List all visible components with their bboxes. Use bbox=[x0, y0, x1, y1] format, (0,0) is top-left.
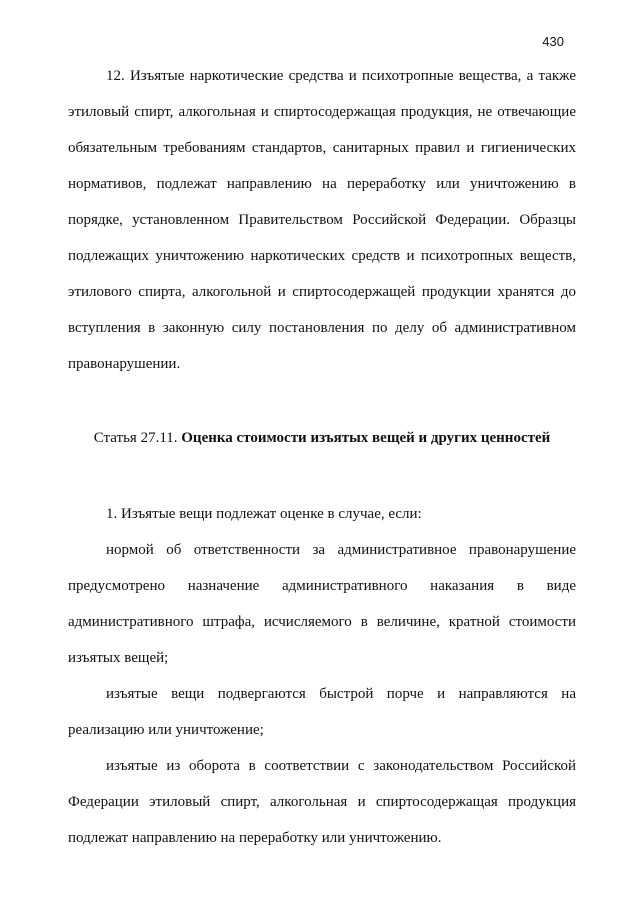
paragraph-1: 1. Изъятые вещи подлежат оценке в случае, если: bbox=[106, 506, 422, 522]
paragraph-12: 12. Изъятые наркотические средства и психотропные вещества, а также этиловый спирт, алкогольная и спиртосодержащая продукция, не отвечающие обязательным требованиям стандартов, санитарных правил и гигиенических нормативов, подлежат направлению на переработку или уничтожению в порядке, установленном Правительством Российской Федерации. Образцы подлежащих уничтожению наркотических средств и психотропных веществ, этилового спирта, алкогольной и спиртосодержащей продукции хранятся до вступления в законную силу постановления по делу об административном правонарушении. bbox=[68, 68, 576, 372]
article-heading bbox=[68, 426, 576, 450]
list-item-alcohol: изъятые из оборота в соответствии с законодательством Российской Федерации этиловый спирт, алкогольная и спиртосодержащая продукция подлежат направлению на переработку или уничтожению. bbox=[68, 758, 576, 846]
list-item-fine: нормой об ответственности за административное правонарушение предусмотрено назначение административного наказания в виде административного штрафа, исчисляемого в величине, кратной стоимости изъятых вещей; bbox=[68, 542, 576, 666]
page-number: 430 bbox=[542, 34, 564, 49]
article-title: Оценка стоимости изъятых вещей и других ценностей bbox=[181, 430, 551, 446]
document-body bbox=[68, 58, 576, 856]
list-item-spoilage: изъятые вещи подвергаются быстрой порче и направляются на реализацию или уничтожение; bbox=[68, 686, 576, 738]
article-number: Статья 27.11. bbox=[93, 430, 178, 446]
